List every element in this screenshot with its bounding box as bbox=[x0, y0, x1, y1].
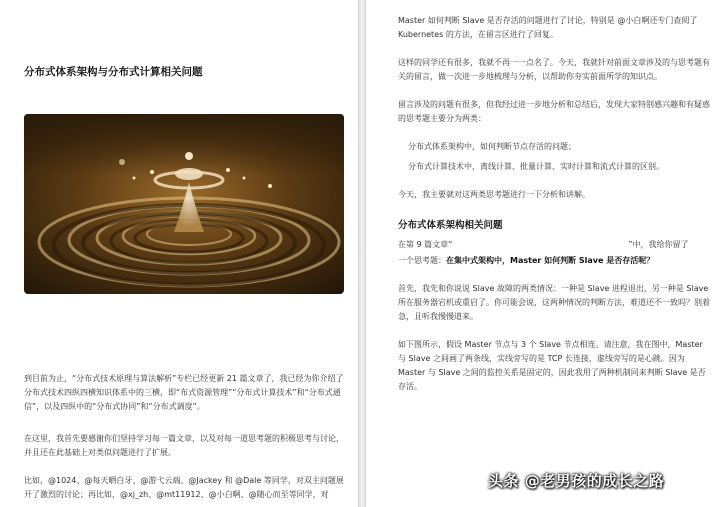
article-title: 分布式体系架构与分布式计算相关问题 bbox=[24, 66, 203, 78]
right-intro-1: Master 如何判断 Slave 是否存活的问题进行了讨论，特别是 @小白啊还专门查阅了 Kubernetes 的方法，在留言区进行了回复。 bbox=[398, 16, 698, 39]
right-intro-3: 留言涉及的问题有很多，但我经过进一步地分析和总结后，发现大家特别感兴趣和有疑惑的思考题主要分为两类： bbox=[398, 100, 710, 123]
water-drop-splash-photo bbox=[24, 114, 344, 294]
left-paragraph-2: 在这里，我首先要感谢你们坚持学习每一篇文章，以及对每一道思考题的积极思考与讨论，并且还在此基础上对类似问题进行了扩展。 bbox=[24, 434, 344, 457]
page-gutter bbox=[358, 0, 366, 507]
left-paragraph-3: 比如，@1024、@每天晒白牙、@游弋云端、@Jackey 和 @Dale 等同学，对双主问题展开了激烈的讨论；再比如，@xj_zh、@mt11912、@小白啊、@随心而至等同学，对 bbox=[24, 476, 344, 499]
question-prefix: 一个思考题： bbox=[398, 256, 446, 265]
list-item-2: 分布式计算技术中，离线计算、批量计算、实时计算和流式计算的区别。 bbox=[408, 162, 664, 171]
article-reference-line bbox=[398, 238, 710, 252]
article-line-suffix: ”中，我给你留了 bbox=[628, 240, 689, 249]
body-paragraph-1: 首先，我先和你说说 Slave 故障的两类情况：一种是 Slave 进程退出，另一种是 Slave 所在服务器宕机或重启了。你可能会说，这两种情况的判断方法，难道还不一致吗？别着急，且听我慢慢道来。 bbox=[398, 284, 710, 321]
right-intro-2: 这样的同学还有很多，我就不再一一点名了。今天，我就针对前面文章涉及的与思考题有关的留言，做一次进一步地梳理与分析，以帮助你夯实前面所学的知识点。 bbox=[398, 58, 710, 81]
question-line bbox=[398, 254, 710, 268]
article-line-prefix: 在第 9 篇文章“ bbox=[398, 240, 453, 249]
section-heading: 分布式体系架构相关问题 bbox=[398, 220, 503, 231]
left-paragraph-1: 到目前为止，“分布式技术原理与算法解析”专栏已经更新 21 篇文章了，我已经为你介绍了分布式技术四纵四横知识体系中的三横，即“布式资源管理”“分布式计算技术”和“分布式通信”，以及四纵中的“分布式协同”和“分布式调度”。 bbox=[24, 374, 344, 411]
summary-paragraph: 今天，我主要就对这两类思考题进行一下分析和讲解。 bbox=[398, 190, 590, 199]
list-item-1: 分布式体系架构中，如何判断节点存活的问题； bbox=[408, 142, 576, 151]
watermark-text: 头条 @老男孩的成长之路 bbox=[488, 472, 665, 490]
question-bold: 在集中式架构中，Master 如何判断 Slave 是否存活呢？ bbox=[446, 256, 655, 265]
body-paragraph-2: 如下图所示，假设 Master 节点与 3 个 Slave 节点相连。请注意，我在图中，Master 与 Slave 之间画了两条线，实线旁写的是 TCP 长连接，虚线旁写的是心跳。因为 Master 与 Slave 之间的监控关系是固定的，因此我用了两种机制同来判断 Slave 是否存活。 bbox=[398, 340, 706, 391]
